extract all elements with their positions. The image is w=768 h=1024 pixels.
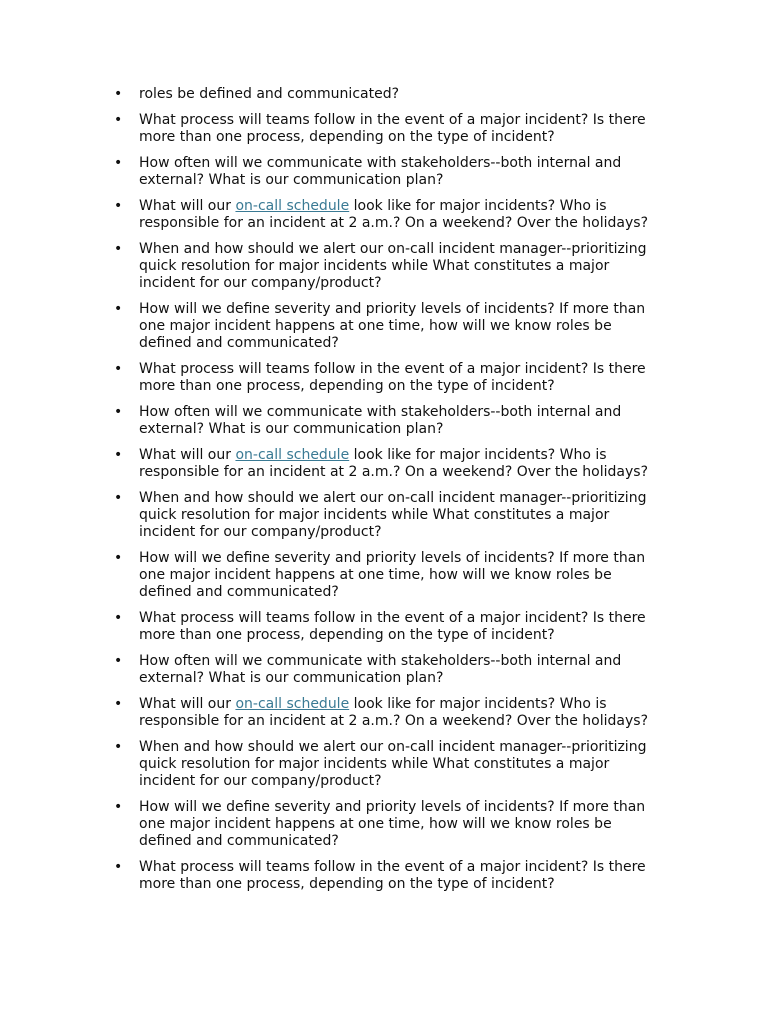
list-item: [110, 653, 668, 687]
bullet-icon: •: [114, 404, 123, 420]
item-text: How will we define severity and priority levels of incidents? If more than one major incident happens at one time, how will we know roles be defined and communicated?: [139, 301, 646, 351]
item-text: What process will teams follow in the event of a major incident? Is there more than one process, depending on the type of incident?: [139, 361, 646, 394]
bullet-icon: •: [114, 696, 123, 712]
bullet-icon: •: [114, 361, 123, 377]
item-text: How will we define severity and priority levels of incidents? If more than one major incident happens at one time, how will we know roles be defined and communicated?: [139, 799, 646, 849]
item-text-before: What will our: [139, 198, 236, 214]
item-text: How often will we communicate with stakeholders--both internal and external? What is our communication plan?: [139, 404, 622, 437]
list-item: [110, 301, 668, 352]
item-text-after: look like for major incidents? Who is responsible for an incident at 2 a.m.? On a weekend? Over the holidays?: [139, 198, 648, 231]
list-item: [110, 404, 668, 438]
item-text: What process will teams follow in the event of a major incident? Is there more than one process, depending on the type of incident?: [139, 112, 646, 145]
bullet-icon: •: [114, 447, 123, 463]
bullet-icon: •: [114, 739, 123, 755]
bullet-icon: •: [114, 610, 123, 626]
item-text: When and how should we alert our on-call incident manager--prioritizing quick resolution for major incidents while What constitutes a major incident for our company/product?: [139, 739, 647, 789]
list-item: [110, 696, 668, 730]
item-text: How often will we communicate with stakeholders--both internal and external? What is our communication plan?: [139, 155, 622, 188]
list-item: [110, 490, 668, 541]
list-item: [110, 610, 668, 644]
bullet-icon: •: [114, 859, 123, 875]
item-text: When and how should we alert our on-call incident manager--prioritizing quick resolution for major incidents while What constitutes a major incident for our company/product?: [139, 241, 647, 291]
bullet-icon: •: [114, 198, 123, 214]
list-item: [110, 550, 668, 601]
list-item: [110, 739, 668, 790]
item-text: When and how should we alert our on-call incident manager--prioritizing quick resolution for major incidents while What constitutes a major incident for our company/product?: [139, 490, 647, 540]
bullet-icon: •: [114, 241, 123, 257]
on-call-schedule-link[interactable]: on-call schedule: [235, 198, 350, 214]
item-text: What process will teams follow in the event of a major incident? Is there more than one process, depending on the type of incident?: [139, 610, 646, 643]
list-item: [110, 361, 668, 395]
list-item: [110, 799, 668, 850]
item-text-after: look like for major incidents? Who is responsible for an incident at 2 a.m.? On a weekend? Over the holidays?: [139, 447, 648, 480]
list-item: [110, 155, 668, 189]
item-text: roles be defined and communicated?: [139, 86, 400, 102]
list-item: [110, 859, 668, 893]
bullet-icon: •: [114, 112, 123, 128]
item-text: What process will teams follow in the event of a major incident? Is there more than one process, depending on the type of incident?: [139, 859, 646, 892]
bullet-icon: •: [114, 490, 123, 506]
bullet-icon: •: [114, 155, 123, 171]
bullet-icon: •: [114, 86, 123, 102]
list-item: [110, 198, 668, 232]
bullet-icon: •: [114, 550, 123, 566]
list-item: [110, 86, 668, 103]
item-text-before: What will our: [139, 696, 236, 712]
list-item: [110, 112, 668, 146]
bullet-list: [110, 86, 668, 893]
item-text: How will we define severity and priority levels of incidents? If more than one major incident happens at one time, how will we know roles be defined and communicated?: [139, 550, 646, 600]
item-text-after: look like for major incidents? Who is responsible for an incident at 2 a.m.? On a weekend? Over the holidays?: [139, 696, 648, 729]
on-call-schedule-link[interactable]: on-call schedule: [235, 447, 350, 463]
bullet-icon: •: [114, 799, 123, 815]
bullet-icon: •: [114, 653, 123, 669]
bullet-icon: •: [114, 301, 123, 317]
item-text-before: What will our: [139, 447, 236, 463]
on-call-schedule-link[interactable]: on-call schedule: [235, 696, 350, 712]
list-item: [110, 241, 668, 292]
item-text: How often will we communicate with stakeholders--both internal and external? What is our communication plan?: [139, 653, 622, 686]
list-item: [110, 447, 668, 481]
